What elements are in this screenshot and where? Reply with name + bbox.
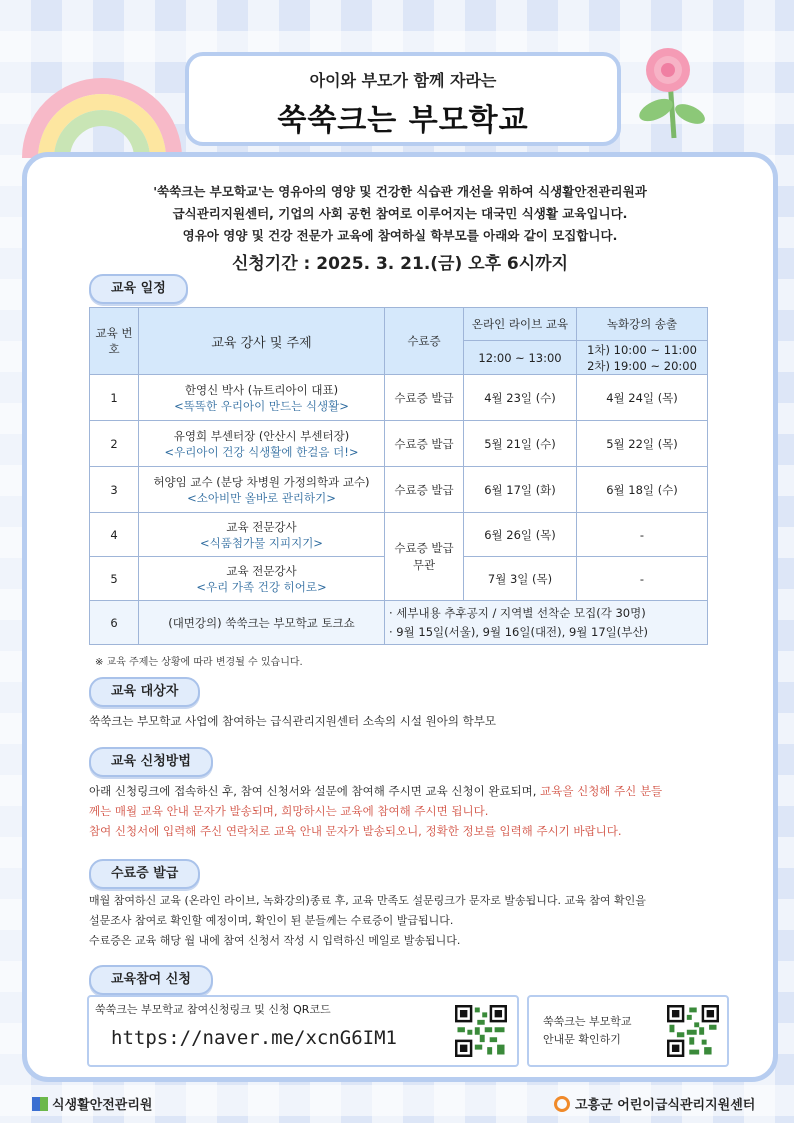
certificate-text: 매월 참여하신 교육 (온라인 라이브, 녹화강의)종료 후, 교육 만족도 설문링크가 문자로 발송됩니다. 교육 참여 확인을 설문조사 참여로 확인할 예정이며, 확인이 된 분들께는 수료증이 발급됩니다. 수료증은 교육 해당 월 내에 참여 신청서 작성 시 입력하신 메일로 발송됩니다. <box>89 894 646 947</box>
table-row: 4 교육 전문강사 <식품첨가물 지피지기> 수료증 발급 무관 6월 26일 (목) - <box>90 513 708 557</box>
section-label-apply: 교육 신청방법 <box>89 747 213 777</box>
apply-text: 아래 신청링크에 접속하신 후, 참여 신청서와 설문에 참여해 주시면 교육 신청이 완료되며, 교육을 신청해 주신 분들 께는 매월 교육 안내 문자가 발송되며, 희망하시는 교육에 참여해 주시면 됩니다. 참여 신청서에 입력해 주신 연락처로 교육 안내 문자가 발송되오니, 정확한 정보를 입력해 주시기 바랍니다. <box>89 784 663 838</box>
header-cert: 수료증 <box>385 308 464 375</box>
application-deadline: 신청기간 : 2025. 3. 21.(금) 오후 6시까지 <box>231 254 569 274</box>
signup-box-title: 쑥쑥크는 부모학교 참여신청링크 및 신청 QR코드 <box>95 1003 331 1016</box>
header-recorded: 녹화강의 송출 <box>577 308 708 341</box>
signup-qr-code[interactable] <box>455 1005 507 1057</box>
intro-line: '쑥쑥크는 부모학교'는 영유아의 영양 및 건강한 식습관 개선을 위하여 식생활안전관리원과 <box>153 184 647 199</box>
guide-box <box>527 995 729 1067</box>
signup-link[interactable]: https://naver.me/xcnG6IM1 <box>111 1027 397 1049</box>
footer-left-org: 식생활안전관리원 <box>32 1094 152 1113</box>
content-panel <box>22 152 778 1082</box>
section-label-certificate: 수료증 발급 <box>89 859 200 889</box>
page-title: 쑥쑥크는 부모학교 <box>277 103 529 138</box>
title-card <box>185 52 621 146</box>
header-topic: 교육 강사 및 주제 <box>139 308 385 375</box>
header-live: 온라인 라이브 교육 <box>464 308 577 341</box>
section-label-signup: 교육참여 신청 <box>89 965 213 995</box>
table-row: 1 한영신 박사 (뉴트리아이 대표) <똑똑한 우리아이 만드는 식생활> 수료증 발급 4월 23일 (수) 4월 24일 (목) <box>90 375 708 421</box>
signup-link-box <box>87 995 519 1067</box>
table-row: 3 허양임 교수 (분당 차병원 가정의학과 교수) <소아비만 올바로 관리하기> 수료증 발급 6월 17일 (화) 6월 18일 (수) <box>90 467 708 513</box>
intro-line: 급식관리지원센터, 기업의 사회 공헌 참여로 이루어지는 대국민 식생활 교육입니다. <box>172 206 628 221</box>
intro-line: 영유아 영양 및 건강 전문가 교육에 참여하실 학부모를 아래와 같이 모집합니다. <box>182 228 618 243</box>
header-no: 교육 번호 <box>90 308 139 375</box>
target-text: 쑥쑥크는 부모학교 사업에 참여하는 급식관리지원센터 소속의 시설 원아의 학부모 <box>89 714 496 728</box>
schedule-table <box>89 307 708 645</box>
table-row: 5 교육 전문강사 <우리 가족 건강 히어로> 7월 3일 (목) - <box>90 557 708 601</box>
schedule-note: ※ 교육 주제는 상황에 따라 변경될 수 있습니다. <box>95 657 303 668</box>
intro-text <box>27 181 773 247</box>
table-row: 6 (대면강의) 쑥쑥크는 부모학교 토크쇼 · 세부내용 추후공지 / 지역별 선착순 모집(각 30명) · 9월 15일(서울), 9월 16일(대전), 9월 17일(부산) <box>90 601 708 645</box>
guide-text: 쑥쑥크는 부모학교 안내문 확인하기 <box>543 1015 632 1046</box>
footer-right-org: 고흥군 어린이급식관리지원센터 <box>554 1094 755 1113</box>
flower-illustration <box>628 40 708 140</box>
section-label-schedule: 교육 일정 <box>89 274 188 304</box>
smile-logo-icon <box>554 1096 570 1112</box>
table-row: 2 유영희 부센터장 (안산시 부센터장) <우리아이 건강 식생활에 한걸음 더!> 수료증 발급 5월 21일 (수) 5월 22일 (목) <box>90 421 708 467</box>
section-label-target: 교육 대상자 <box>89 677 200 707</box>
header-rec-time: 1차) 10:00 ~ 11:00 2차) 19:00 ~ 20:00 <box>577 341 708 375</box>
logo-icon <box>32 1097 48 1111</box>
header-live-time: 12:00 ~ 13:00 <box>464 341 577 375</box>
guide-qr-code[interactable] <box>667 1005 719 1057</box>
subtitle: 아이와 부모가 함께 자라는 <box>309 71 497 90</box>
